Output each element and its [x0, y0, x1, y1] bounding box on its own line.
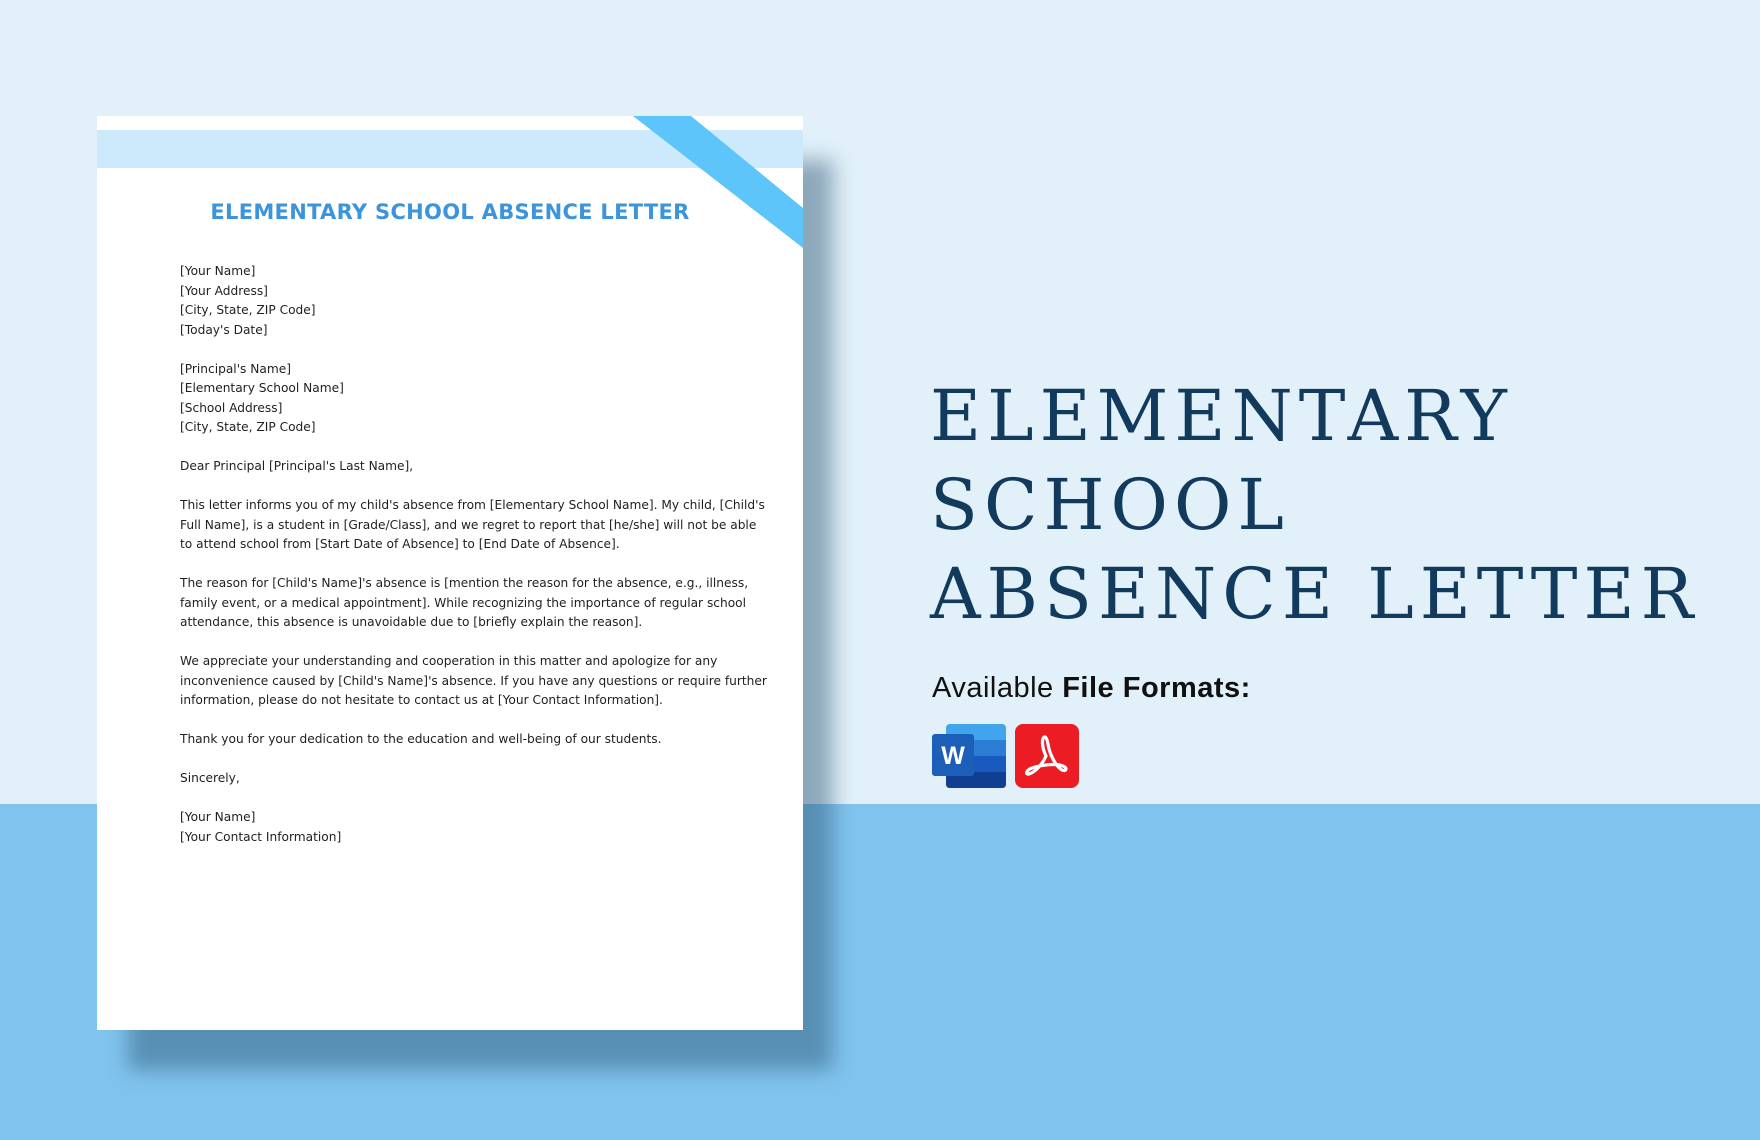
document-corner-ribbon	[97, 116, 803, 256]
sender-address: [Your Address]	[180, 283, 268, 298]
paragraph-2-line: family event, or a medical appointment]. While recognizing the importance of regular school	[180, 595, 747, 610]
hero-title-line: SCHOOL	[930, 464, 1290, 546]
recipient-address: [School Address]	[180, 400, 283, 415]
paragraph-1-line: to attend school from [Start Date of Absence] to [End Date of Absence].	[180, 537, 620, 551]
hero-title	[930, 372, 1730, 639]
paragraph-1-line: Full Name], is a student in [Grade/Class], and we regret to report that [he/she] will not be able	[180, 517, 757, 532]
document-title: ELEMENTARY SCHOOL ABSENCE LETTER	[210, 200, 690, 224]
paragraph-3-line: information, please do not hesitate to contact us at [Your Contact Information].	[180, 693, 663, 707]
paragraph-3-line: inconvenience caused by [Child's Name]'s absence. If you have any questions or require further	[180, 673, 767, 688]
paragraph-1-line: This letter informs you of my child's absence from [Elementary School Name]. My child, [Child's	[180, 498, 765, 512]
sender-name: [Your Name]	[180, 264, 256, 278]
signature-contact: [Your Contact Information]	[180, 829, 342, 844]
document-body	[180, 262, 767, 847]
paragraph-2-line: The reason for [Child's Name]'s absence is [mention the reason for the absence, e.g., illness,	[180, 576, 749, 590]
recipient-city: [City, State, ZIP Code]	[180, 420, 316, 434]
signature-name: [Your Name]	[180, 810, 256, 824]
closing: Sincerely,	[180, 771, 240, 785]
paragraph-3-line: We appreciate your understanding and cooperation in this matter and apologize for any	[180, 654, 718, 668]
formats-label	[932, 672, 1251, 705]
salutation: Dear Principal [Principal's Last Name],	[180, 459, 414, 473]
recipient-name: [Principal's Name]	[180, 361, 291, 376]
hero-title-line: ABSENCE LETTER	[930, 553, 1700, 635]
word-icon-letter: W	[941, 742, 965, 770]
formats-prefix: Available	[932, 672, 1063, 704]
sender-date: [Today's Date]	[180, 322, 268, 337]
hero-title-line: ELEMENTARY	[930, 375, 1513, 457]
pdf-icon[interactable]	[1015, 724, 1079, 788]
word-icon[interactable]	[932, 724, 1006, 788]
paragraph-2-line: attendance, this absence is unavoidable due to [briefly explain the reason].	[180, 615, 643, 629]
sender-city: [City, State, ZIP Code]	[180, 303, 316, 317]
document-preview	[97, 116, 803, 1030]
paragraph-4: Thank you for your dedication to the education and well-being of our students.	[180, 732, 662, 746]
recipient-school: [Elementary School Name]	[180, 381, 344, 395]
formats-bold: File Formats:	[1062, 672, 1251, 704]
